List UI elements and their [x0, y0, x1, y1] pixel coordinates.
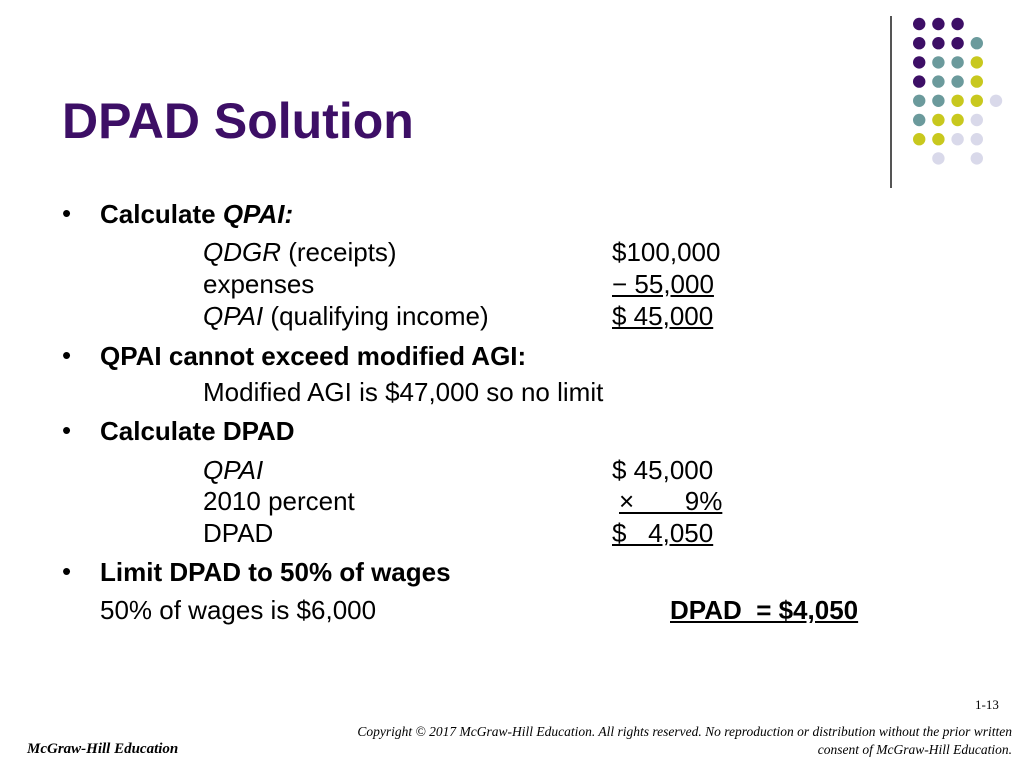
dpad-label: DPAD	[203, 518, 274, 548]
decorative-dot	[951, 114, 963, 126]
page-number: 1-13	[975, 697, 999, 712]
heading-text: Calculate	[100, 199, 223, 229]
bullet-icon: •	[62, 198, 72, 228]
percent-label: 2010 percent	[203, 486, 355, 516]
decorative-dot	[932, 37, 944, 49]
decorative-dot	[913, 75, 925, 87]
decorative-dot	[932, 133, 944, 145]
decorative-dot	[951, 133, 963, 145]
qdgr-label	[203, 237, 397, 268]
copyright-notice	[252, 723, 1012, 759]
decorative-dot	[913, 56, 925, 68]
decorative-dot-grid	[900, 10, 1010, 170]
qdgr-amount: $100,000	[612, 237, 721, 267]
slide-title: DPAD Solution	[62, 93, 414, 149]
decorative-dot	[913, 114, 925, 126]
decorative-dot	[971, 95, 983, 107]
qpai-desc: (qualifying income)	[263, 301, 489, 331]
decorative-dot	[971, 133, 983, 145]
decorative-dot	[971, 114, 983, 126]
decorative-dot	[951, 37, 963, 49]
calc-qpai-label	[203, 455, 263, 486]
percent-amount: × 9%	[619, 486, 723, 516]
qpai-term: QPAI	[203, 301, 264, 331]
decorative-dot	[951, 56, 963, 68]
dpad-amount: $ 4,050	[612, 518, 714, 548]
decorative-dot	[932, 18, 944, 30]
decorative-dot	[932, 75, 944, 87]
decorative-dot	[951, 18, 963, 30]
bullet-icon: •	[62, 415, 72, 445]
decorative-dot	[971, 56, 983, 68]
bullet-icon: •	[62, 556, 72, 586]
expenses-amount: − 55,000	[612, 269, 714, 299]
copyright-line-2: consent of McGraw-Hill Education.	[817, 742, 1012, 757]
decorative-dot	[913, 37, 925, 49]
qpai-label	[203, 301, 489, 332]
decorative-dot	[951, 75, 963, 87]
qdgr-desc: (receipts)	[281, 237, 397, 267]
dpad-result: DPAD = $4,050	[670, 595, 859, 625]
bullet-icon: •	[62, 340, 72, 370]
qpai-amount: $ 45,000	[612, 301, 714, 331]
section-heading-dpad: Calculate DPAD	[100, 416, 295, 446]
publisher-name: McGraw-Hill Education	[27, 741, 179, 757]
agi-line: Modified AGI is $47,000 so no limit	[203, 377, 604, 407]
decorative-dot	[971, 75, 983, 87]
qdgr-term: QDGR	[203, 237, 281, 267]
decorative-dot	[913, 133, 925, 145]
expenses-label: expenses	[203, 269, 315, 299]
decorative-dot	[932, 152, 944, 164]
wages-line: 50% of wages is $6,000	[100, 595, 377, 625]
copyright-line-1: Copyright © 2017 McGraw-Hill Education. All rights reserved. No reproduction or distribution without the prior written	[357, 724, 1012, 739]
decorative-dot	[932, 95, 944, 107]
calc-qpai-term: QPAI	[203, 455, 264, 485]
decorative-dot	[913, 18, 925, 30]
decorative-dot	[932, 56, 944, 68]
heading-italic-text: QPAI:	[222, 199, 294, 229]
calc-qpai-amount: $ 45,000	[612, 455, 714, 485]
decorative-divider	[890, 16, 892, 188]
decorative-dot	[951, 95, 963, 107]
decorative-dot	[990, 95, 1002, 107]
decorative-dot	[971, 37, 983, 49]
section-heading-qpai	[100, 199, 293, 230]
section-heading-limit: Limit DPAD to 50% of wages	[100, 557, 451, 587]
decorative-dot	[913, 95, 925, 107]
decorative-dot	[971, 152, 983, 164]
section-heading-agi: QPAI cannot exceed modified AGI:	[100, 341, 527, 371]
decorative-dot	[932, 114, 944, 126]
